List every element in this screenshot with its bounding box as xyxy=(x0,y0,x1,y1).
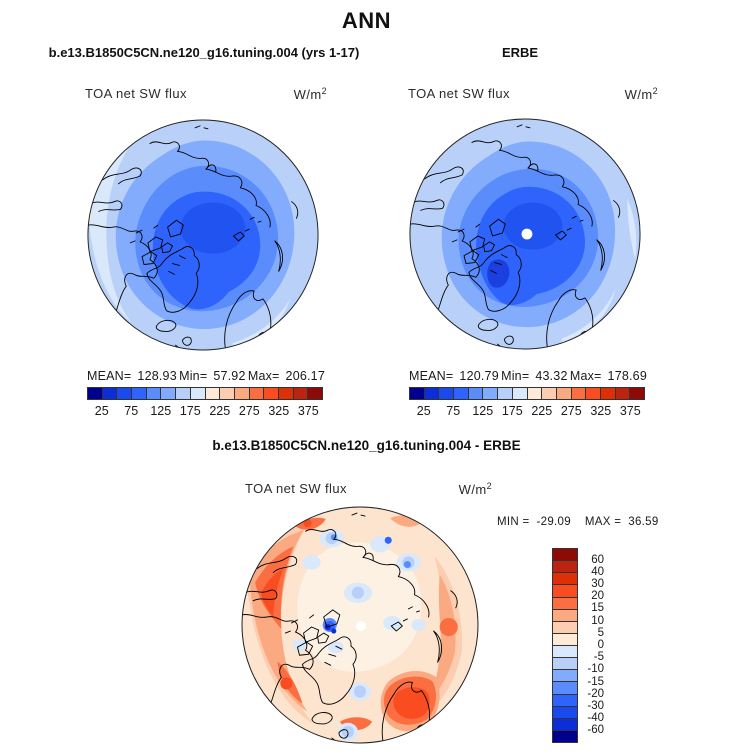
model-stats xyxy=(87,369,325,383)
colorbar-cell xyxy=(424,387,440,400)
obs-max: Max= 178.69 xyxy=(569,369,647,383)
diff-subtitle: b.e13.B1850C5CN.ne120_g16.tuning.004 - ERBE xyxy=(212,438,521,453)
colorbar-cell xyxy=(541,387,557,400)
colorbar-cell xyxy=(629,387,645,400)
diff-map xyxy=(239,504,481,746)
colorbar-cell xyxy=(146,387,162,400)
model-map xyxy=(85,117,321,353)
obs-colorbar xyxy=(409,387,645,400)
colorbar-cell xyxy=(468,387,484,400)
colorbar-cell xyxy=(615,387,631,400)
diff-min: MIN = -29.09 xyxy=(497,516,571,528)
colorbar-cell xyxy=(87,387,103,400)
obs-subtitle: ERBE xyxy=(501,45,539,60)
obs-map-labels xyxy=(408,86,658,102)
colorbar-cell xyxy=(205,387,221,400)
obs-units-label: $W/m^2$ xyxy=(624,86,658,102)
colorbar-cell xyxy=(571,387,587,400)
colorbar-cell xyxy=(307,387,323,400)
diff-field-label: TOA net SW flux xyxy=(245,481,347,496)
colorbar-cell xyxy=(512,387,528,400)
obs-colorbar-ticks: 25 75 125 175 225 275 325 375 xyxy=(416,404,641,418)
diff-colorbar-ticks: 60 40 30 20 15 10 5 0 -5 -10 -15 -20 -30 -40 -60 xyxy=(587,554,604,736)
colorbar-cell xyxy=(131,387,147,400)
obs-stats xyxy=(409,369,647,383)
colorbar-cell xyxy=(497,387,513,400)
model-map-labels xyxy=(85,86,327,102)
model-subtitle: b.e13.B1850C5CN.ne120_g16.tuning.004 (yrs 1-17) xyxy=(48,45,360,60)
colorbar-cell xyxy=(552,730,578,743)
colorbar-cell xyxy=(234,387,250,400)
model-min: Min= 57.92 xyxy=(179,369,246,383)
colorbar-cell xyxy=(249,387,265,400)
colorbar-cell xyxy=(160,387,176,400)
colorbar-cell xyxy=(600,387,616,400)
colorbar-cell xyxy=(278,387,294,400)
diff-max: MAX = 36.59 xyxy=(584,516,659,528)
diff-units-label: $W/m^2$ xyxy=(458,481,492,497)
diff-stats xyxy=(497,516,659,528)
model-units-label: $W/m^2$ xyxy=(293,86,327,102)
page-title: ANN xyxy=(341,8,392,33)
diff-map-labels xyxy=(245,481,492,497)
colorbar-cell xyxy=(527,387,543,400)
colorbar-cell xyxy=(263,387,279,400)
colorbar-cell xyxy=(482,387,498,400)
colorbar-cell xyxy=(556,387,572,400)
model-colorbar-ticks: 25 75 125 175 225 275 325 375 xyxy=(94,404,319,418)
obs-map xyxy=(407,116,643,352)
colorbar-cell xyxy=(219,387,235,400)
colorbar-cell xyxy=(585,387,601,400)
colorbar-cell xyxy=(175,387,191,400)
colorbar-cell xyxy=(453,387,469,400)
model-max: Max= 206.17 xyxy=(247,369,325,383)
colorbar-cell xyxy=(190,387,206,400)
colorbar-cell xyxy=(409,387,425,400)
model-field-label: TOA net SW flux xyxy=(85,86,187,101)
obs-mean: MEAN= 120.79 xyxy=(409,369,499,383)
model-colorbar xyxy=(87,387,323,400)
colorbar-cell xyxy=(102,387,118,400)
colorbar-cell xyxy=(293,387,309,400)
obs-field-label: TOA net SW flux xyxy=(408,86,510,101)
model-mean: MEAN= 128.93 xyxy=(87,369,177,383)
colorbar-cell xyxy=(116,387,132,400)
obs-min: Min= 43.32 xyxy=(501,369,568,383)
colorbar-cell xyxy=(438,387,454,400)
diff-colorbar xyxy=(552,548,578,743)
